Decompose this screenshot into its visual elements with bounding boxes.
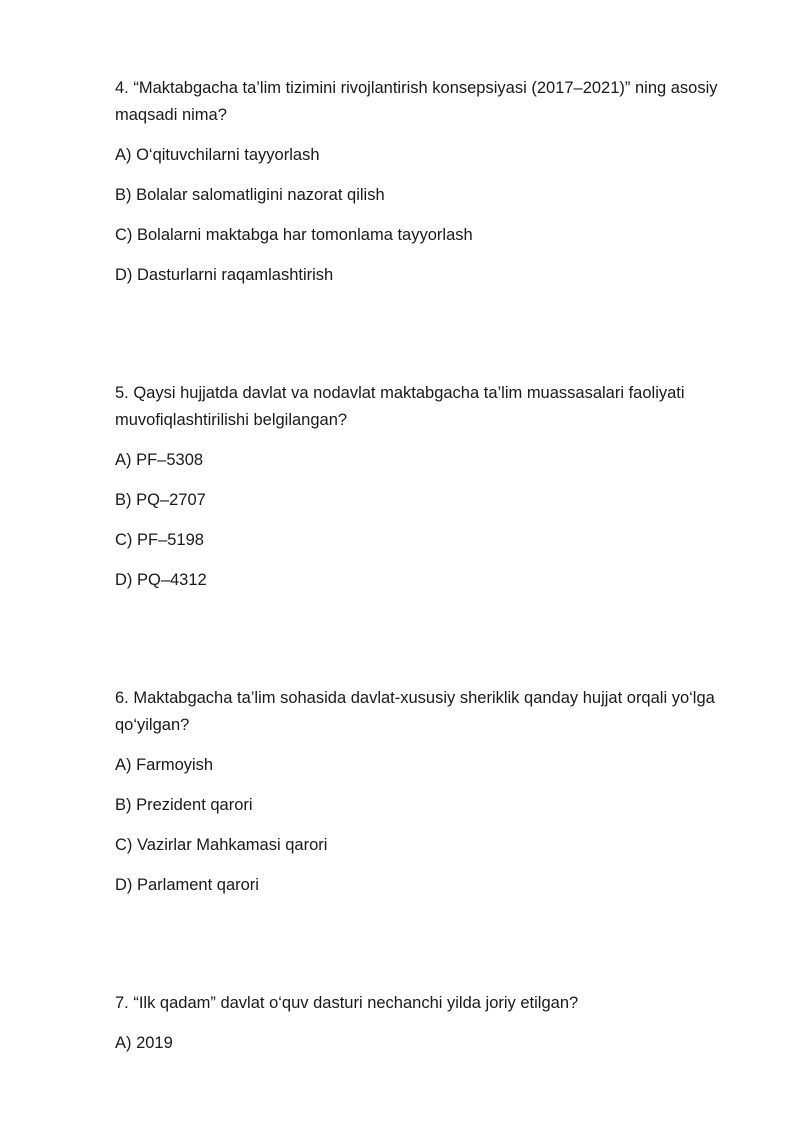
option-a: A) PF–5308 <box>115 451 204 469</box>
option-c: C) Bolalarni maktabga har tomonlama tayyorlash <box>115 226 473 244</box>
question-text: 6. Maktabgacha ta’lim sohasida davlat-xususiy sheriklik qanday hujjat orqali yo‘lga qo‘yilgan? <box>115 689 715 734</box>
answer-options <box>115 142 755 289</box>
question-7 <box>115 990 755 1057</box>
option-c: C) PF–5198 <box>115 531 204 549</box>
answer-options <box>115 752 755 899</box>
option-c: C) Vazirlar Mahkamasi qarori <box>115 836 328 854</box>
option-b: B) Bolalar salomatligini nazorat qilish <box>115 186 385 204</box>
option-d: D) Parlament qarori <box>115 876 259 894</box>
question-text: 4. “Maktabgacha ta’lim tizimini rivojlantirish konsepsiyasi (2017–2021)” ning asosiy maqsadi nima? <box>115 79 718 124</box>
question-5 <box>115 380 755 594</box>
question-6 <box>115 685 755 899</box>
option-a: A) O‘qituvchilarni tayyorlash <box>115 146 320 164</box>
question-text: 5. Qaysi hujjatda davlat va nodavlat maktabgacha ta’lim muassasalari faoliyati muvofiqlashtirilishi belgilangan? <box>115 384 685 429</box>
answer-options <box>115 1030 755 1057</box>
question-text: 7. “Ilk qadam” davlat o‘quv dasturi nechanchi yilda joriy etilgan? <box>115 994 579 1012</box>
option-b: B) PQ–2707 <box>115 491 206 509</box>
question-4 <box>115 75 755 289</box>
option-d: D) Dasturlarni raqamlashtirish <box>115 266 334 284</box>
option-a: A) 2019 <box>115 1034 173 1052</box>
answer-options <box>115 447 755 594</box>
option-d: D) PQ–4312 <box>115 571 207 589</box>
option-b: B) Prezident qarori <box>115 796 253 814</box>
option-a: A) Farmoyish <box>115 756 214 774</box>
